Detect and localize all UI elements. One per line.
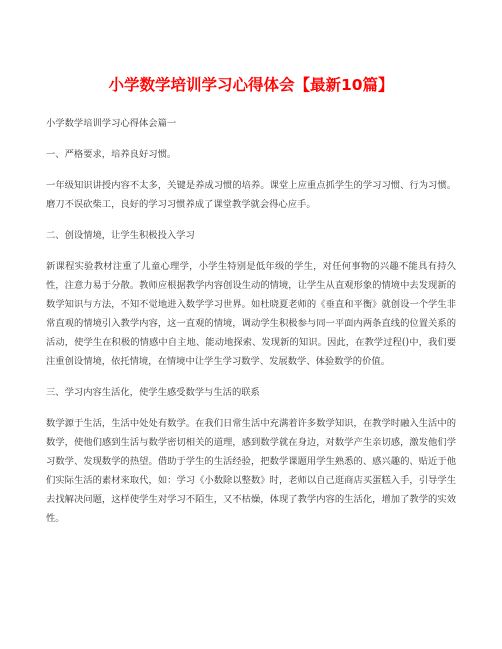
section-3-heading: 三、学习内容生活化，使学生感受数学与生活的联系 <box>46 387 260 398</box>
article-subtitle: 小学数学培训学习心得体会篇一 <box>46 118 177 129</box>
section-1-heading: 一、严格要求，培养良好习惯。 <box>46 149 177 160</box>
section-3-body: 数学源于生活，生活中处处有数学。在我们日常生活中充满着许多数学知识，在教学时融入生活中的数学，使他们感到生活与数学密切相关的道理，感到数学就在身边，对数学产生亲切感，激发他们学习数学、发现数学的热望。借助于学生的生活经验，把数学课题用学生熟悉的、感兴趣的、贴近于他们实际生活的素材来取代，如：学习《小数除以整数》时，老师以自己逛商店买蛋糕入手，引导学生去找解决问题，这样使学生对学习不陌生，又不枯燥，体现了教学内容的生活化，增加了教学的实效性。 <box>46 418 456 524</box>
section-1-body: 一年级知识讲授内容不太多，关键是养成习惯的培养。课堂上应重点抓学生的学习习惯、行为习惯。磨刀不误砍柴工，良好的学习习惯养成了课堂教学就会得心应手。 <box>46 180 456 210</box>
section-2-body: 新课程实验教材注重了儿童心理学，小学生特别是低年级的学生，对任何事物的兴趣不能具有持久性，注意力易于分散。教师应根据教学内容创设生动的情境，让学生从直观形象的情境中去发现新的数学知识与方法，不知不觉地进入数学学习世界。如杜晓夏老师的《垂直和平衡》就创设一个学生非常直观的情境引入教学内容，这一直观的情境，调动学生积极参与同一平面内两条直线的位置关系的活动，使学生在积极的情感中自主地、能动地探索、发现新的知识。因此，在教学过程()中，我们要注重创设情境，依托情境，在情境中让学生学习数学、发展数学、体验数学的价值。 <box>46 261 456 367</box>
section-2-heading: 二、创设情境，让学生积极投入学习 <box>46 230 195 241</box>
document-title: 小学数学培训学习心得体会【最新10篇】 <box>108 76 394 94</box>
